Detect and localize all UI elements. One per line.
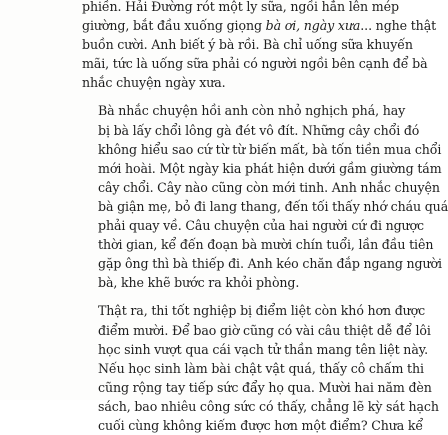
text-run: nhắc chuyện ngày xưa. [82,75,226,91]
text-line [82,340,428,359]
text-run: gặp ông thì bà thiếp đi. Anh kéo chăn đắp ngang người [98,256,442,272]
text-run: mới hoài. Một ngày kia phát hiện dưới gầm giường tám [98,160,442,176]
text-run: cũng rộng tay tiếp sức đẩy họ qua. Mười hai năm đèn [98,379,432,395]
text-line [82,121,420,140]
text-run: điểm mười. Để bao giờ cũng có vài câu thiệt dễ để lôi [98,322,431,338]
text-line [82,54,428,73]
page-body-text [82,0,448,435]
text-run: phải quay về. Câu chuyện của hai người cứ đi ngược [98,218,424,234]
text-line [82,73,368,92]
text-line [82,159,442,178]
text-run: cuối cùng không kiếm được hơn một điểm? Chưa kể [98,417,424,433]
text-line [82,397,439,416]
text-run: phiền. Hải Đường rót một ly sữa, ngồi hẳn lên mép [82,0,399,14]
text-line [82,301,426,320]
text-line [82,16,437,35]
text-run: bị bà lấy chổi lông gà đét vô đít. Những cây chổi đó [98,122,420,138]
text-run: bà giận mẹ, bỏ đi lang thang, đến tối thấy nhớ cháu quá [98,198,448,214]
text-line [82,178,440,197]
italic-phrase: bà ơi, ngày xưa [265,18,361,34]
text-line [82,235,434,254]
paragraph [82,101,448,292]
text-run: Thật ra, thi tốt nghiệp bị điểm liệt còn khó hơn được [98,303,426,319]
text-run: ... nghe thật [360,18,437,34]
paragraph [82,0,437,92]
text-run: buồn cười. Anh biết ý bà rồi. Bà chỉ uống sữa khuyến [82,37,413,53]
text-line [82,197,448,216]
text-line [82,273,368,292]
text-run: thời gian, kể đến đoạn bà mười chín tuổi, lần đầu tiên [98,237,434,253]
text-line [82,359,424,378]
text-run: Bà nhắc chuyện hồi anh còn nhỏ nghịch phá, hay [98,103,406,119]
text-line [82,216,424,235]
text-line [82,35,413,54]
text-run: Nếu học sinh làm bài chật vật quá, thấy cô chấm thi [98,360,424,376]
paragraph [82,301,439,435]
text-run: cây chổi. Cây nào cũng còn mới tinh. Anh nhắc chuyện [98,179,440,195]
text-line [82,254,442,273]
text-run: mãi, tức là uống sữa phải có người ngồi bên cạnh để bà [82,56,428,72]
text-line [82,416,424,435]
text-run: bà, khe khẽ bước ra khỏi phòng. [98,275,300,291]
text-line [82,0,399,16]
text-run: sách, bao nhiêu công sức có thấy, chẳng lẽ kỳ sát hạch [98,398,439,414]
text-line [82,321,431,340]
text-line [82,140,442,159]
text-line [82,378,432,397]
text-run: học sinh vượt qua cái vạch tử thần mang tên liệt này. [98,341,428,357]
text-run: không hiểu sao cứ từ từ biến mất, bà tốn tiền mua chổi [98,141,442,157]
text-run: giường, bắt đầu xuống giọng [82,18,266,34]
text-line [82,101,406,120]
